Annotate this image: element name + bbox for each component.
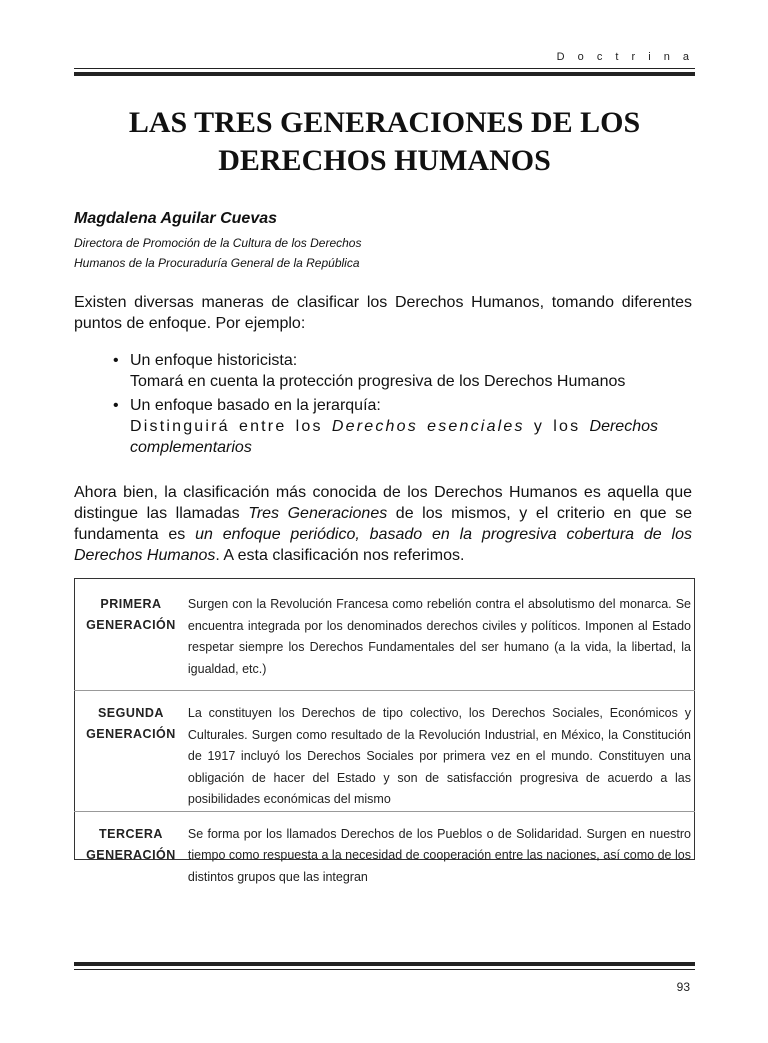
approach-list — [113, 350, 658, 461]
bullet-heading: Un enfoque basado en la jerarquía: — [130, 397, 381, 414]
generation-name: SEGUNDA GENERACIÓN — [74, 691, 188, 812]
title-line-1: LAS TRES GENERACIONES DE LOS — [128, 106, 641, 139]
bullet-detail: Distinguirá entre los Derechos esenciales y los Derechos complementarios — [130, 418, 658, 456]
table-row — [74, 578, 695, 691]
table-row — [74, 811, 695, 888]
generation-description: Surgen con la Revolución Francesa como rebelión contra el absolutismo del monarca. Se encuentra integrada por los denominados derechos civiles y políticos. Imponen al Estado respetar siempre los Derechos Fundamentales del ser humano (a la vida, la libertad, la igualdad, etc.) — [188, 578, 695, 691]
section-label: D o c t r i n a — [556, 51, 694, 63]
footer-rule-thin — [74, 969, 695, 970]
generations-table — [74, 578, 695, 888]
generation-description: Se forma por los llamados Derechos de los Pueblos o de Solidaridad. Surgen en nuestro tiempo como respuesta a la necesidad de cooperación entre las naciones, así como de los distintos grupos que las integran — [187, 826, 691, 884]
author-affiliation-line-1: Directora de Promoción de la Cultura de los Derechos — [74, 236, 362, 250]
table-row — [74, 691, 695, 812]
page-number: 93 — [676, 980, 690, 994]
author-name: Magdalena Aguilar Cuevas — [74, 210, 278, 227]
bullet-detail: Tomará en cuenta la protección progresiva de los Derechos Humanos — [130, 373, 626, 390]
header-rule-thin — [74, 68, 695, 69]
bullet-icon: • — [113, 397, 119, 414]
generation-name: PRIMERA GENERACIÓN — [74, 578, 188, 691]
bullet-heading: Un enfoque historicista: — [130, 352, 298, 369]
title-line-2: DERECHOS HUMANOS — [218, 144, 551, 177]
author-affiliation-line-2: Humanos de la Procuraduría General de la República — [74, 256, 360, 270]
list-item — [113, 395, 658, 458]
classification-paragraph: Ahora bien, la clasificación más conocida de los Derechos Humanos es aquella que distingue las llamadas Tres Generaciones de los mismos, y el criterio en que se fundamenta es un enfoque periódico, basado en la progresiva cobertura de los Derechos Humanos. A esta clasificación nos referimos. — [74, 484, 693, 564]
page-title — [74, 104, 695, 180]
generation-description: La constituyen los Derechos de tipo colectivo, los Derechos Sociales, Económicos y Culturales. Surgen como resultado de la Revolución Industrial, en México, la Constitución de 1917 incluyó los Derechos Sociales por primera vez en el mundo. Constituyen una obligación de hacer del Estado y son de satisfacción progresiva de acuerdo a las posibilidades económicas del mismo — [188, 691, 695, 812]
footer-rule-thick — [74, 962, 695, 966]
header-rule-thick — [74, 72, 695, 76]
intro-paragraph: Existen diversas maneras de clasificar los Derechos Humanos, tomando diferentes puntos de enfoque. Por ejemplo: — [74, 294, 692, 332]
bullet-icon: • — [113, 352, 119, 369]
generation-name: TERCERA GENERACIÓN — [86, 826, 176, 862]
list-item — [113, 350, 658, 392]
